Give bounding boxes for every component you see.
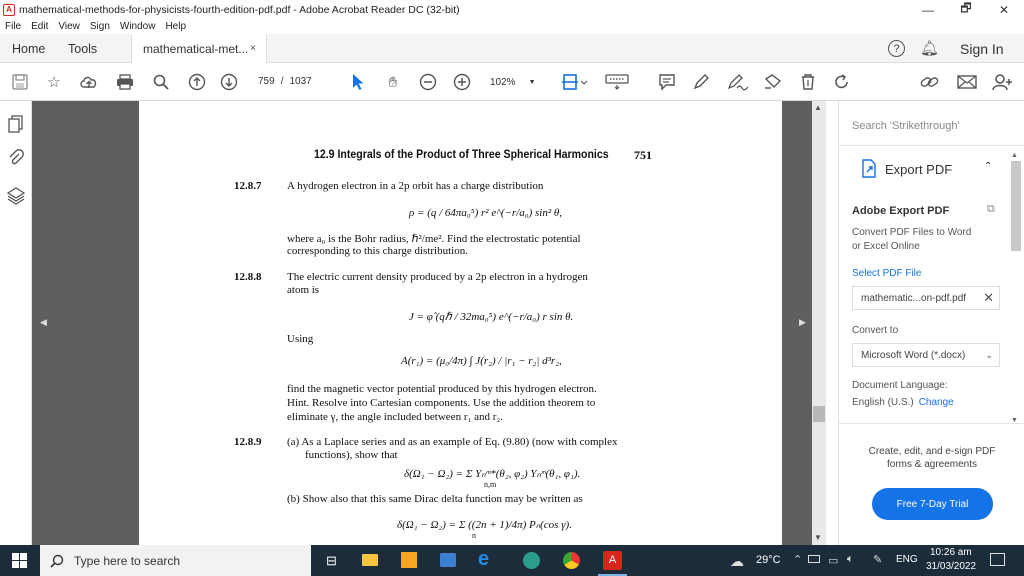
windows-start-icon[interactable]: [12, 553, 27, 571]
problem-number: 12.8.8: [234, 271, 262, 283]
clock-date[interactable]: 31/03/2022: [926, 561, 977, 572]
volume-icon[interactable]: 🔈︎: [847, 553, 854, 565]
vertical-scrollbar[interactable]: [812, 101, 826, 545]
fit-page-icon[interactable]: [560, 71, 588, 93]
tab-home[interactable]: Home: [12, 41, 46, 56]
minimize-button[interactable]: —: [922, 2, 934, 17]
share-link-icon[interactable]: [918, 71, 942, 93]
taskbar: [0, 545, 1024, 576]
format-dropdown[interactable]: [852, 343, 1000, 367]
export-pdf-title: Export PDF: [885, 161, 953, 177]
hand-tool-icon[interactable]: ✋︎: [388, 73, 398, 91]
bell-icon[interactable]: 🔔︎: [920, 40, 940, 57]
attachments-icon[interactable]: [7, 149, 25, 167]
problem-number: 12.8.9: [234, 436, 262, 448]
menu-bar: [0, 19, 1024, 34]
scroll-down-icon[interactable]: ▼: [814, 533, 822, 542]
close-button[interactable]: ✕: [998, 2, 1010, 17]
problem-text: atom is: [287, 284, 320, 296]
problem-text: where a₀ is the Bohr radius, ℏ²/me². Find the electrostatic potential: [287, 233, 581, 245]
equation-subscript: n,m: [484, 480, 497, 489]
problem-text: (b) Show also that this same Dirac delta function may be written as: [287, 493, 583, 505]
scroll-up-icon[interactable]: ▲: [814, 103, 822, 112]
collapse-left-panel-icon[interactable]: ◀: [40, 317, 47, 327]
equation: δ(Ω₁ − Ω₂) = Σ Yₙᵐ*(θ₂, φ₂) Yₙᵐ(θ₁, φ₁).: [404, 468, 581, 480]
chevron-up-icon[interactable]: ⌃: [984, 161, 993, 172]
tab-tools[interactable]: Tools: [68, 41, 98, 56]
notification-icon[interactable]: [990, 553, 1005, 566]
rotate-icon[interactable]: [832, 71, 852, 93]
copy-icon[interactable]: ⧉: [987, 203, 995, 215]
page-thumbnails-icon[interactable]: [7, 115, 25, 133]
next-page-icon[interactable]: [218, 71, 240, 93]
file-explorer-icon[interactable]: [362, 554, 378, 566]
taskbar-search-box[interactable]: [40, 545, 311, 576]
tab-document-label: mathematical-met...: [143, 41, 249, 56]
language-value: English (U.S.): [852, 397, 914, 408]
chrome-icon[interactable]: [563, 552, 580, 569]
mail-icon[interactable]: [440, 553, 456, 567]
page-separator: /: [280, 76, 284, 87]
equation: ρ = (q / 64πa₀⁵) r² e^(−r/a₀) sin² θ,: [409, 207, 563, 219]
convert-description: or Excel Online: [852, 241, 920, 252]
divider: [839, 145, 1024, 146]
page-total: 1037: [289, 76, 312, 87]
remove-file-icon[interactable]: ✕: [983, 290, 994, 305]
print-icon[interactable]: [114, 71, 136, 93]
search-icon[interactable]: [150, 71, 172, 93]
internet-explorer-icon[interactable]: e: [478, 548, 490, 570]
menu-sign[interactable]: Sign: [89, 21, 110, 32]
page-number: 751: [634, 148, 652, 162]
menu-window[interactable]: Window: [119, 21, 156, 32]
document-language-label: Document Language:: [852, 380, 948, 391]
menu-view[interactable]: View: [58, 21, 80, 32]
page-header: 12.9 Integrals of the Product of Three Spherical Harmonics: [314, 147, 609, 161]
edge-icon[interactable]: [523, 552, 540, 569]
search-icon: [50, 554, 64, 568]
battery-icon[interactable]: [808, 555, 820, 563]
chevron-down-icon: ⌄: [985, 349, 993, 360]
previous-page-icon[interactable]: [186, 71, 208, 93]
problem-text: eliminate γ, the angle included between r₁ and r₂.: [287, 411, 503, 423]
equation: δ(Ω₁ − Ω₂) = Σ ((2n + 1)/4π) Pₙ(cos γ).: [397, 519, 572, 531]
store-icon[interactable]: [401, 552, 417, 568]
title-bar: [0, 0, 1024, 19]
zoom-dropdown[interactable]: [490, 74, 548, 90]
problem-text: Hint. Resolve into Cartesian components. Use the addition theorem to: [287, 397, 596, 409]
weather-icon[interactable]: ☁︎: [730, 553, 744, 569]
problem-text: find the magnetic vector potential produced by this hydrogen electron.: [287, 383, 597, 395]
zoom-in-icon[interactable]: [452, 71, 472, 93]
change-language-link[interactable]: Change: [918, 397, 954, 408]
equation: J = φ̂ (qℏ / 32ma₀⁵) e^(−r/a₀) r sin θ.: [409, 311, 574, 323]
tools-search-input[interactable]: Search 'Strikethrough': [852, 120, 960, 132]
acrobat-taskbar-icon[interactable]: A: [603, 551, 622, 570]
scrollbar-thumb[interactable]: [813, 406, 825, 422]
promo-text: Create, edit, and e-sign PDF: [868, 446, 996, 457]
stamp-icon[interactable]: [762, 71, 784, 93]
equation: A(r₁) = (μ₀/4π) ∫ J(r₂) / |r₁ − r₂| d³r₂,: [401, 355, 562, 367]
panel-scroll-down-icon[interactable]: ▼: [1011, 417, 1018, 424]
save-icon[interactable]: [10, 71, 30, 93]
keyboard-icon[interactable]: [604, 71, 630, 93]
temperature: 29°C: [756, 554, 781, 566]
menu-help[interactable]: Help: [165, 21, 187, 32]
selected-file-box: [852, 286, 1000, 310]
promo-text: forms & agreements: [886, 459, 978, 470]
language-row: [852, 397, 954, 408]
delete-icon[interactable]: [798, 71, 818, 93]
selected-file-name: mathematic...on-pdf.pdf: [861, 292, 967, 304]
divider: [839, 423, 1024, 424]
comment-icon[interactable]: [656, 71, 678, 93]
panel-scroll-up-icon[interactable]: ▲: [1011, 152, 1018, 159]
acrobat-logo-icon: A: [3, 4, 15, 16]
panel-scrollbar-thumb[interactable]: [1011, 161, 1021, 251]
star-icon[interactable]: ☆: [47, 74, 61, 91]
document-viewport[interactable]: [32, 101, 826, 545]
convert-to-label: Convert to: [852, 325, 899, 336]
task-view-icon[interactable]: ⊟: [326, 553, 337, 568]
email-icon[interactable]: [955, 71, 979, 93]
tab-bar: [0, 34, 1024, 63]
tab-document[interactable]: [131, 34, 267, 63]
select-tool-icon[interactable]: [348, 71, 368, 93]
problem-text: The electric current density produced by a 2p electron in a hydrogen: [287, 271, 588, 283]
page-number-input[interactable]: 759: [258, 76, 275, 87]
problem-text: corresponding to this charge distribution.: [287, 245, 468, 257]
network-icon[interactable]: ▭: [828, 555, 839, 567]
page-indicator: [258, 76, 312, 87]
format-value: Microsoft Word (*.docx): [861, 349, 966, 361]
export-pdf-header[interactable]: [859, 159, 952, 179]
pdf-page: [139, 101, 782, 545]
adobe-export-title: Adobe Export PDF: [852, 205, 950, 217]
free-trial-button[interactable]: Free 7-Day Trial: [872, 488, 993, 520]
sign-in-button[interactable]: Sign In: [960, 41, 1004, 57]
zoom-out-icon[interactable]: [418, 71, 438, 93]
zoom-value: 102%: [490, 76, 516, 88]
select-pdf-file-link[interactable]: Select PDF File: [852, 268, 922, 279]
right-panel: [838, 101, 1024, 545]
window-title: mathematical-methods-for-physicists-fourth-edition-pdf.pdf - Adobe Acrobat Reader DC (32-bit): [19, 3, 460, 16]
clock-time[interactable]: 10:26 am: [930, 547, 972, 558]
language-indicator[interactable]: ENG: [896, 554, 918, 565]
problem-text: Using: [287, 333, 314, 345]
menu-edit[interactable]: Edit: [31, 21, 49, 32]
cloud-upload-icon[interactable]: [78, 71, 100, 93]
pen-icon[interactable]: ✎: [873, 554, 883, 566]
left-sidebar: [0, 101, 32, 545]
problem-text: A hydrogen electron in a 2p orbit has a charge distribution: [287, 180, 544, 192]
expand-right-panel-icon[interactable]: ▶: [799, 317, 806, 327]
close-tab-icon[interactable]: ×: [250, 43, 256, 54]
add-person-icon[interactable]: [990, 71, 1014, 93]
convert-description: Convert PDF Files to Word: [852, 227, 972, 238]
problem-number: 12.8.7: [234, 180, 262, 192]
help-icon[interactable]: ?: [888, 40, 905, 57]
export-pdf-icon: [859, 159, 879, 179]
chevron-up-icon[interactable]: ⌃: [793, 554, 803, 566]
toolbar: [0, 63, 1024, 101]
highlight-icon[interactable]: [690, 71, 712, 93]
layers-icon[interactable]: [7, 187, 25, 205]
sign-icon[interactable]: [726, 71, 750, 93]
equation-subscript: n: [472, 531, 476, 540]
taskbar-search-placeholder: Type here to search: [74, 553, 181, 568]
menu-file[interactable]: File: [5, 21, 22, 32]
maximize-button[interactable]: 🗗: [960, 1, 972, 15]
problem-text: (a) As a Laplace series and as an example of Eq. (9.80) (now with complex: [287, 436, 618, 448]
problem-text: functions), show that: [305, 449, 398, 461]
chevron-down-icon: ▼: [528, 78, 536, 86]
